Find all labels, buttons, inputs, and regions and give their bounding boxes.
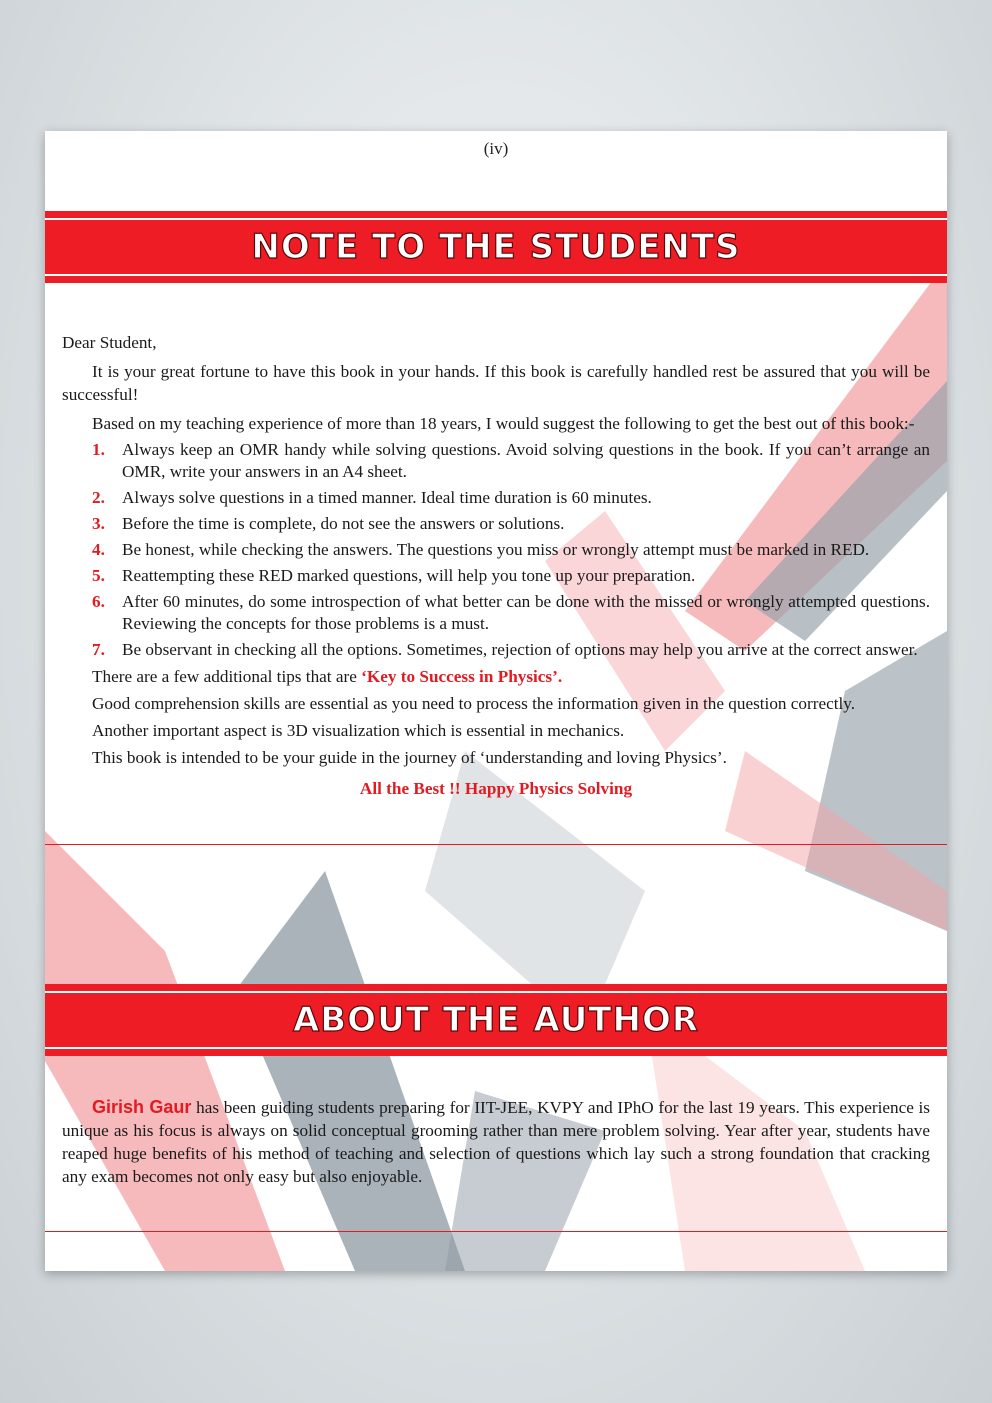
note-banner [45, 211, 947, 283]
note-title: NOTE TO THE STUDENTS [251, 227, 741, 267]
author-name: Girish Gaur [92, 1097, 192, 1117]
list-item: 5. Reattempting these RED marked questions, will help you tone up your preparation. [92, 566, 696, 585]
list-item: 2. Always solve questions in a timed manner. Ideal time duration is 60 minutes. [92, 488, 652, 507]
greeting: Dear Student, [62, 333, 157, 352]
author-title: ABOUT THE AUTHOR [292, 1000, 700, 1040]
divider-note-end [45, 844, 947, 845]
tips-list [62, 439, 930, 661]
extra-tips-line: There are a few additional tips that are ‘Key to Success in Physics’. [92, 667, 563, 686]
list-item: 3. Before the time is complete, do not see the answers or solutions. [92, 514, 565, 533]
list-item: 6. After 60 minutes, do some introspection of what better can be done with the missed or wrongly attempted questions. Reviewing the concepts for those problems is a must. [92, 592, 930, 633]
book-page [45, 131, 947, 1271]
divider-author-end [45, 1231, 947, 1232]
visualization-line: Another important aspect is 3D visualization which is essential in mechanics. [92, 721, 625, 740]
guide-line: This book is intended to be your guide in the journey of ‘understanding and loving Physics’. [92, 748, 727, 767]
note-body [62, 331, 930, 800]
closing-line: All the Best !! Happy Physics Solving [359, 779, 633, 798]
list-item: 4. Be honest, while checking the answers. The questions you miss or wrongly attempt must be marked in RED. [92, 540, 870, 559]
author-banner [45, 984, 947, 1056]
list-item: 7. Be observant in checking all the options. Sometimes, rejection of options may help you arrive at the correct answer. [92, 640, 918, 659]
author-bio: Girish Gaur has been guiding students preparing for IIT-JEE, KVPY and IPhO for the last 19 years. This experience is unique as his focus is always on solid conceptual grooming rather than mere problem solving. Year after year, students have reaped huge benefits of his method of teaching and selection of questions which lay such a strong foundation that cracking any exam becomes not only easy but also enjoyable. [62, 1097, 930, 1186]
comprehension-line: Good comprehension skills are essential as you need to process the information given in the question correctly. [92, 694, 856, 713]
lead-in-line: Based on my teaching experience of more than 18 years, I would suggest the following to get the best out of this book:- [92, 414, 915, 433]
author-body [62, 1096, 930, 1188]
list-item: 1. Always keep an OMR handy while solving questions. Avoid solving questions in the book. If you can’t arrange an OMR, write your answers in an A4 sheet. [92, 440, 930, 481]
key-to-success-highlight: ‘Key to Success in Physics’. [361, 667, 563, 686]
page-number: (iv) [483, 139, 509, 158]
intro-paragraph: It is your great fortune to have this book in your hands. If this book is carefully handled rest be assured that you will be successful! [62, 362, 930, 404]
